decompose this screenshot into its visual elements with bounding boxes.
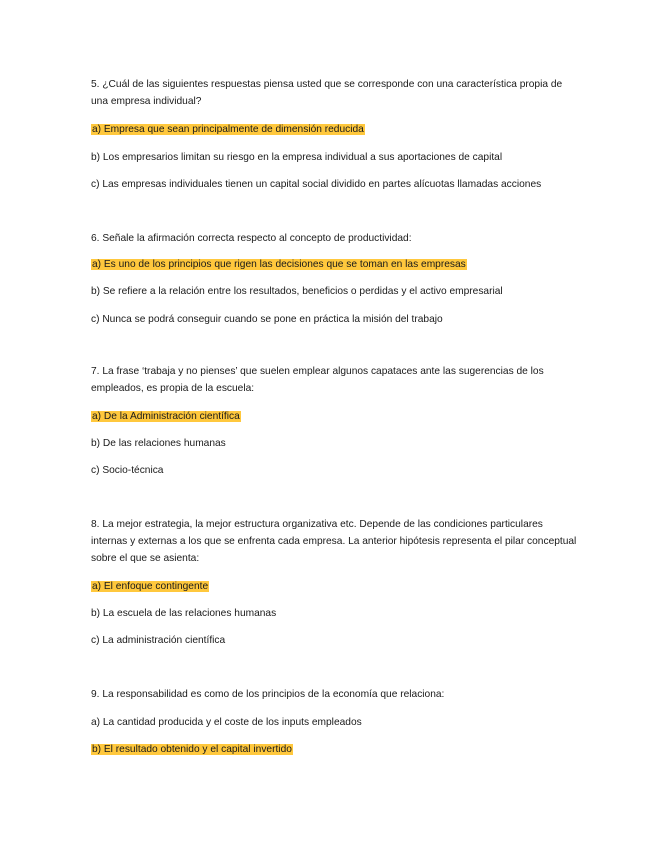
question-9-prompt: 9. La responsabilidad es como de los principios de la economía que relaciona:: [91, 689, 445, 700]
question-8-option-a: [91, 580, 581, 594]
question-9-option-b: [91, 743, 581, 757]
question-9-option-a: a) La cantidad producida y el coste de los inputs empleados: [91, 717, 362, 728]
question-5-option-c: c) Las empresas individuales tienen un capital social dividido en partes alícuotas llamadas acciones: [91, 179, 542, 190]
question-6-option-a: [91, 258, 581, 272]
question-6-prompt: 6. Señale la afirmación correcta respecto al concepto de productividad:: [91, 233, 412, 244]
question-6-option-b: b) Se refiere a la relación entre los resultados, beneficios o perdidas y el activo empresarial: [91, 286, 503, 297]
question-7-option-b: b) De las relaciones humanas: [91, 438, 226, 449]
question-8-option-c: c) La administración científica: [91, 635, 226, 646]
highlighted-answer: a) Empresa que sean principalmente de dimensión reducida: [92, 124, 364, 135]
question-5-option-b: b) Los empresarios limitan su riesgo en la empresa individual a sus aportaciones de capital: [91, 152, 503, 163]
question-7-option-a: [91, 410, 581, 424]
question-7-option-c: c) Socio-técnica: [91, 465, 164, 476]
question-8-prompt: 8. La mejor estrategia, la mejor estructura organizativa etc. Depende de las condiciones particulares internas y externas a los que se enfrenta cada empresa. La anterior hipótesis representa el pilar conceptual sobre el que se asienta:: [91, 519, 577, 564]
question-7-prompt: 7. La frase ‘trabaja y no pienses’ que suelen emplear algunos capataces ante las sugerencias de los empleados, es propia de la escuela:: [91, 366, 544, 394]
highlighted-answer: a) De la Administración científica: [92, 411, 240, 422]
question-8-option-b: b) La escuela de las relaciones humanas: [91, 608, 277, 619]
question-5-prompt: 5. ¿Cuál de las siguientes respuestas piensa usted que se corresponde con una característica propia de una empresa individual?: [91, 79, 563, 107]
question-6-option-c: c) Nunca se podrá conseguir cuando se pone en práctica la misión del trabajo: [91, 314, 443, 325]
highlighted-answer: a) Es uno de los principios que rigen las decisiones que se toman en las empresas: [92, 259, 466, 270]
document-page: [91, 76, 581, 757]
highlighted-answer: b) El resultado obtenido y el capital invertido: [92, 744, 292, 755]
question-5-option-a: [91, 123, 581, 137]
highlighted-answer: a) El enfoque contingente: [92, 581, 209, 592]
